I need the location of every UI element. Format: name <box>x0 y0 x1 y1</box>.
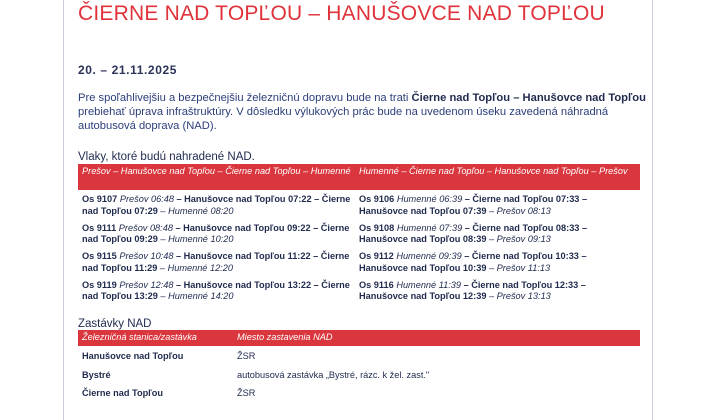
train-replaced-section: – Hanušovce nad Topľou 09:22 – Čierne nad Topľou 09:29 <box>82 222 350 244</box>
table-row <box>78 280 640 309</box>
trains-table-body <box>78 194 640 308</box>
header-stop-place: Miesto zastavenia NAD <box>237 332 333 342</box>
train-origin: Humenné 07:39 <box>396 222 463 233</box>
train-number: Os 9119 <box>82 279 117 290</box>
train-cell <box>359 280 631 303</box>
train-origin: Humenné 09:39 <box>396 251 462 261</box>
train-replaced-section: – Hanušovce nad Topľou 11:22 – Čierne nad Topľou 11:29 <box>82 251 350 273</box>
stop-place: ŽSR <box>237 388 256 398</box>
page-title: ČIERNE NAD TOPĽOU – HANUŠOVCE NAD TOPĽOU <box>78 2 605 25</box>
header-direction-left: Prešov – Hanušovce nad Topľou – Čierne nad Topľou – Humenné <box>82 166 351 176</box>
table-row <box>78 223 640 252</box>
train-cell <box>359 223 631 246</box>
table-row <box>78 388 640 404</box>
stop-place: ŽSR <box>237 351 256 361</box>
page-border-right <box>652 0 653 420</box>
train-number: Os 9112 <box>359 251 394 261</box>
intro-route: Čierne nad Topľou – Hanušovce nad Topľou <box>411 92 646 104</box>
train-destination: – Prešov 11:13 <box>486 262 551 273</box>
train-number: Os 9116 <box>359 279 394 290</box>
stop-place: autobusová zastávka „Bystré, rázc. k žel. zast." <box>237 370 430 380</box>
train-replaced-section: – Čierne nad Topľou 10:33 – Hanušovce nad Topľou 10:39 <box>359 251 587 273</box>
train-destination: – Humenné 10:20 <box>157 234 234 244</box>
trains-heading: Vlaky, ktoré budú nahradené NAD. <box>78 151 255 163</box>
train-number: Os 9107 <box>82 194 118 204</box>
header-direction-right: Humenné – Čierne nad Topľou – Hanušovce nad Topľou – Prešov <box>359 166 628 176</box>
train-destination: – Humenné 12:20 <box>157 262 233 273</box>
train-destination: – Humenné 14:20 <box>157 291 234 301</box>
table-row <box>78 370 640 386</box>
date-range: 20. – 21.11.2025 <box>78 63 178 77</box>
intro-text-1: Pre spoľahlivejšiu a bezpečnejšiu železničnú dopravu bude na trati <box>78 92 412 104</box>
station-name: Bystré <box>82 370 111 380</box>
train-destination: – Prešov 09:13 <box>486 234 551 244</box>
table-row <box>78 194 640 223</box>
stops-heading: Zastávky NAD <box>78 318 152 330</box>
train-origin: Humenné 11:39 <box>396 279 462 290</box>
train-cell <box>82 223 354 246</box>
station-name: Hanušovce nad Topľou <box>82 351 184 361</box>
train-destination: – Prešov 08:13 <box>486 205 551 216</box>
train-number: Os 9106 <box>359 194 395 204</box>
train-destination: – Humenné 08:20 <box>157 205 234 216</box>
train-cell <box>82 194 354 217</box>
train-replaced-section: – Čierne nad Topľou 12:33 – Hanušovce nad Topľou 12:39 <box>359 279 586 301</box>
train-number: Os 9115 <box>82 251 117 261</box>
train-replaced-section: – Čierne nad Topľou 07:33 – Hanušovce nad Topľou 07:39 <box>359 194 588 216</box>
train-origin: Prešov 10:48 <box>119 251 174 261</box>
train-replaced-section: – Hanušovce nad Topľou 07:22 – Čierne nad Topľou 07:29 <box>82 194 351 216</box>
train-replaced-section: – Čierne nad Topľou 08:33 – Hanušovce nad Topľou 08:39 <box>359 222 588 244</box>
train-origin: Prešov 08:48 <box>118 222 173 233</box>
table-row <box>78 351 640 367</box>
train-origin: Prešov 06:48 <box>119 194 174 204</box>
train-number: Os 9108 <box>359 222 395 233</box>
stops-table-header <box>78 330 640 346</box>
train-cell <box>82 280 354 303</box>
train-replaced-section: – Hanušovce nad Topľou 13:22 – Čierne nad Topľou 13:29 <box>82 279 350 301</box>
trains-table-header <box>78 164 640 190</box>
intro-paragraph <box>78 91 653 133</box>
train-cell <box>359 251 631 274</box>
table-row <box>78 251 640 280</box>
page-border-left <box>63 0 64 420</box>
intro-text-2: prebiehať úprava infraštruktúry. V dôsledku výlukových prác bude na uvedenom úseku zavedená náhradná autobusová doprava (NAD). <box>78 106 609 132</box>
train-cell <box>359 194 631 217</box>
train-origin: Prešov 12:48 <box>119 279 174 290</box>
train-destination: – Prešov 13:13 <box>486 291 551 301</box>
header-station: Železničná stanica/zastávka <box>82 332 197 342</box>
train-cell <box>82 251 354 274</box>
train-origin: Humenné 06:39 <box>396 194 463 204</box>
train-number: Os 9111 <box>82 222 117 233</box>
station-name: Čierne nad Topľou <box>82 388 163 398</box>
